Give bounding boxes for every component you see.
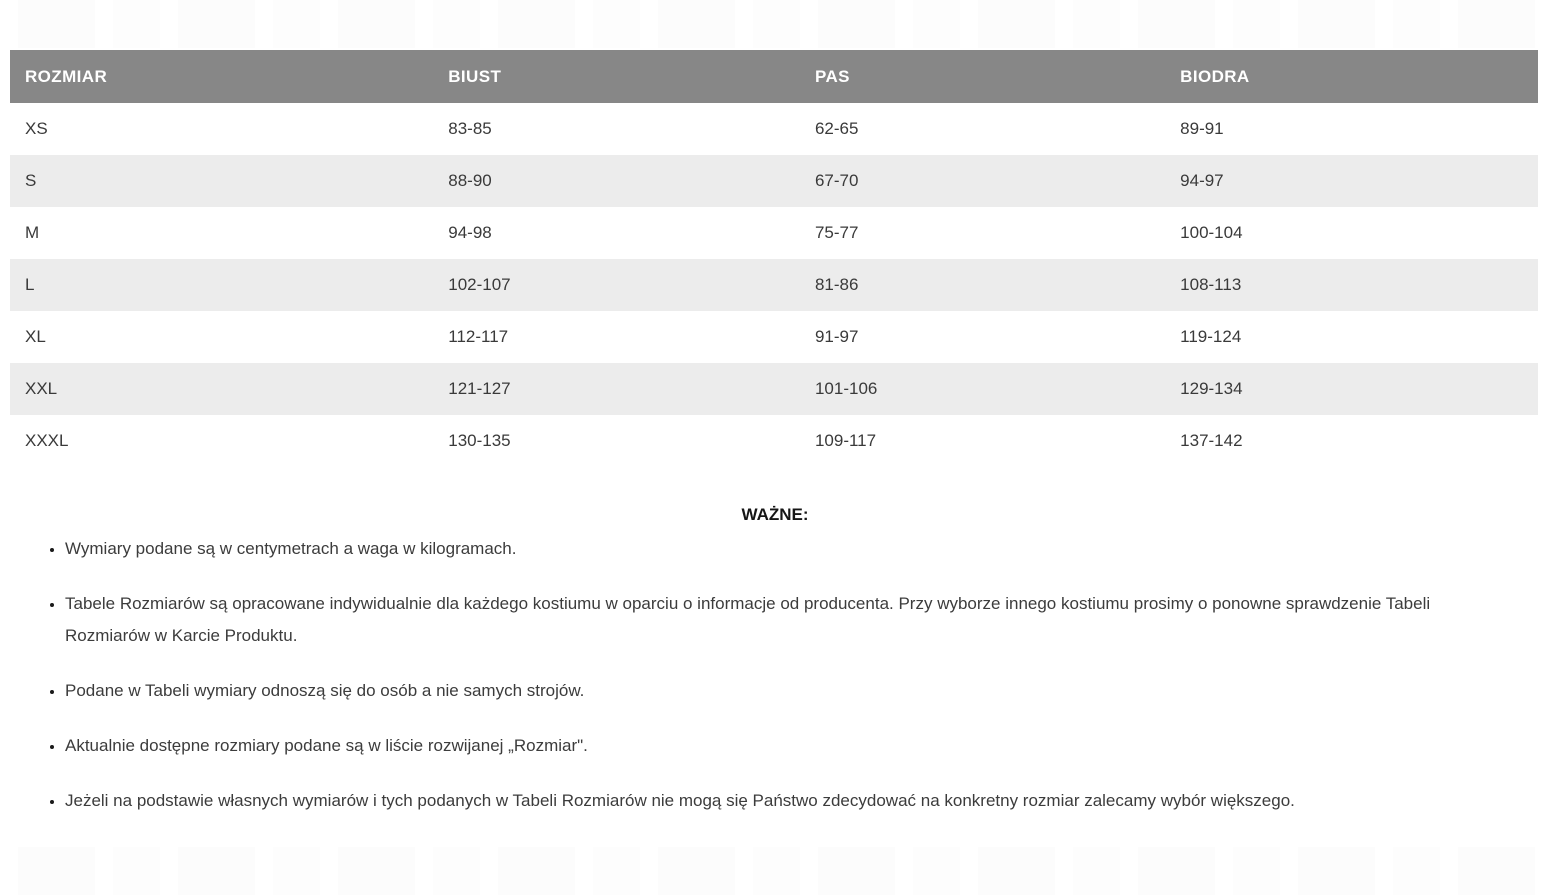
waist-cell: 81-86 [800, 259, 1165, 311]
bust-cell: 121-127 [433, 363, 800, 415]
waist-cell: 75-77 [800, 207, 1165, 259]
waist-cell: 91-97 [800, 311, 1165, 363]
hips-cell: 137-142 [1165, 415, 1538, 467]
note-item: • Jeżeli na podstawie własnych wymiarów i tych podanych w Tabeli Rozmiarów nie mogą się Państwo zdecydować na konkretny rozmiar zalecamy wybór większego. [65, 785, 1505, 817]
note-item: • Tabele Rozmiarów są opracowane indywidualnie dla każdego kostiumu w oparciu o informacje od producenta. Przy wyborze innego kostiumu prosimy o ponowne sprawdzenie Tabeli Rozmiarów w Karcie Produktu. [65, 588, 1505, 652]
notes-list [0, 533, 1550, 817]
table-row [10, 155, 1538, 207]
table-row [10, 415, 1538, 467]
bust-cell: 130-135 [433, 415, 800, 467]
bust-cell: 112-117 [433, 311, 800, 363]
bust-cell: 102-107 [433, 259, 800, 311]
header-cell-biodra: BIODRA [1165, 50, 1538, 103]
header-cell-biust: BIUST [433, 50, 800, 103]
table-row [10, 103, 1538, 155]
size-cell: L [10, 259, 433, 311]
hips-cell: 94-97 [1165, 155, 1538, 207]
page-bottom-strip [0, 847, 1550, 895]
bust-cell: 94-98 [433, 207, 800, 259]
page-top-strip [0, 0, 1550, 48]
size-table [10, 50, 1538, 467]
note-item: • Podane w Tabeli wymiary odnoszą się do osób a nie samych strojów. [65, 675, 1505, 707]
size-cell: XXXL [10, 415, 433, 467]
size-cell: S [10, 155, 433, 207]
header-cell-rozmiar: ROZMIAR [10, 50, 433, 103]
waist-cell: 67-70 [800, 155, 1165, 207]
hips-cell: 119-124 [1165, 311, 1538, 363]
table-row [10, 363, 1538, 415]
table-row [10, 207, 1538, 259]
size-cell: XL [10, 311, 433, 363]
table-row [10, 259, 1538, 311]
important-notes-section [0, 505, 1550, 840]
table-row [10, 311, 1538, 363]
hips-cell: 100-104 [1165, 207, 1538, 259]
note-item: • Wymiary podane są w centymetrach a waga w kilogramach. [65, 533, 1505, 565]
waist-cell: 101-106 [800, 363, 1165, 415]
size-cell: M [10, 207, 433, 259]
header-cell-pas: PAS [800, 50, 1165, 103]
bust-cell: 88-90 [433, 155, 800, 207]
waist-cell: 62-65 [800, 103, 1165, 155]
note-item: • Aktualnie dostępne rozmiary podane są w liście rozwijanej „Rozmiar". [65, 730, 1505, 762]
size-cell: XS [10, 103, 433, 155]
hips-cell: 108-113 [1165, 259, 1538, 311]
size-cell: XXL [10, 363, 433, 415]
bust-cell: 83-85 [433, 103, 800, 155]
important-heading: WAŻNE: [741, 505, 809, 524]
waist-cell: 109-117 [800, 415, 1165, 467]
hips-cell: 89-91 [1165, 103, 1538, 155]
table-header-row [10, 50, 1538, 103]
hips-cell: 129-134 [1165, 363, 1538, 415]
